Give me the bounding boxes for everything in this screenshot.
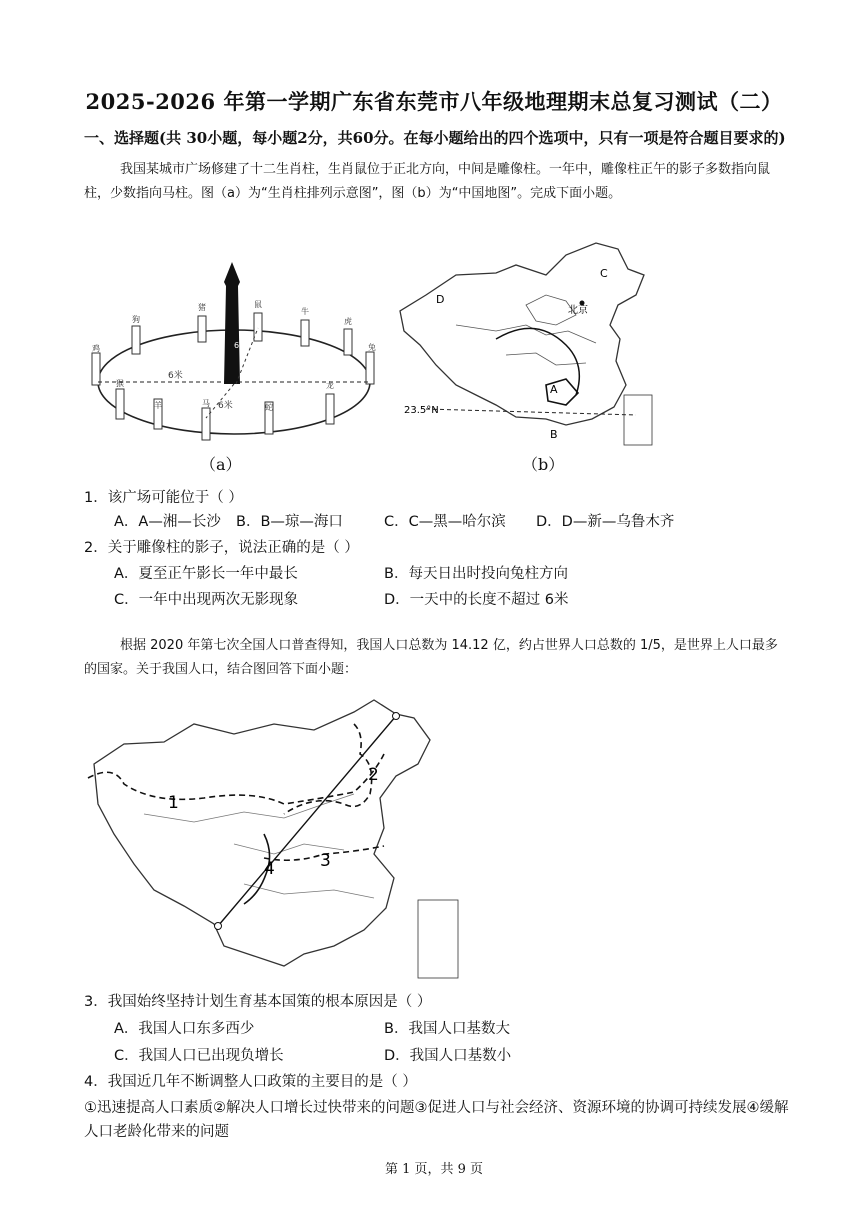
measure-6m-radius: 6米 bbox=[218, 401, 233, 411]
line-1 bbox=[88, 754, 384, 804]
exam-title: 2025-2026 年第一学期广东省东莞市八年级地理期末总复习测试（二） bbox=[85, 89, 783, 114]
china-outline-2 bbox=[94, 700, 430, 966]
passage-2: 根据 2020 年第七次全国人口普查得知，我国人口总数为 14.12 亿，约占世界人口总数的 1/5，是世界上人口最多的国家。关于我国人口，结合图回答下面小题： bbox=[84, 638, 778, 677]
q1-option-b[interactable]: B．B—琼—海口 bbox=[236, 514, 343, 530]
label-rabbit: 兔 bbox=[368, 343, 376, 352]
pillar-pig bbox=[198, 316, 206, 342]
pillar-tiger bbox=[344, 329, 352, 355]
label-line-3: 3 bbox=[320, 851, 331, 871]
q1-option-c[interactable]: C．C—黑—哈尔滨 bbox=[384, 514, 506, 530]
pillar-rabbit bbox=[366, 352, 374, 384]
label-D: D bbox=[436, 293, 445, 306]
figure-population-map bbox=[84, 694, 464, 986]
label-B: B bbox=[550, 428, 558, 441]
pillar-monkey bbox=[116, 389, 124, 419]
measure-6m-diameter: 6米 bbox=[168, 371, 183, 381]
label-pig: 猪 bbox=[198, 303, 206, 312]
pillar-rooster bbox=[92, 353, 100, 385]
q4-statements: ①迅速提高人口素质②解决人口增长过快带来的问题③促进人口与社会经济、资源环境的协调可持续发展④缓解人口老龄化带来的问题 bbox=[84, 1100, 789, 1140]
q3-option-b[interactable]: B．我国人口基数大 bbox=[384, 1021, 510, 1037]
q1-option-d[interactable]: D．D—新—乌鲁木齐 bbox=[536, 514, 675, 530]
figure-a-caption: （a） bbox=[200, 455, 242, 474]
pillar-dog bbox=[132, 326, 140, 354]
label-ox: 牛 bbox=[301, 307, 309, 316]
label-rat: 鼠 bbox=[254, 300, 262, 309]
figure-b-china-map bbox=[396, 235, 671, 455]
hu-line-end-south bbox=[215, 923, 222, 930]
question-1: 1．该广场可能位于（ ） bbox=[84, 490, 243, 506]
pillar-rat bbox=[254, 313, 262, 341]
statue-pillar bbox=[224, 262, 240, 384]
pillar-dragon bbox=[326, 394, 334, 424]
south-sea-inset bbox=[624, 395, 652, 445]
figure-b-caption: （b） bbox=[522, 455, 565, 474]
q2-option-d[interactable]: D．一天中的长度不超过 6米 bbox=[384, 592, 569, 608]
label-line-2: 2 bbox=[368, 765, 379, 785]
label-C: C bbox=[600, 267, 608, 280]
q2-option-b[interactable]: B．每天日出时投向兔柱方向 bbox=[384, 566, 568, 582]
label-dog: 狗 bbox=[132, 315, 140, 324]
section-heading: 一、选择题(共 30小题，每小题2分，共60分。在每小题给出的四个选项中，只有一项是符合题目要求的) bbox=[84, 129, 786, 147]
label-snake: 蛇 bbox=[265, 403, 273, 412]
measure-6m-vertical: 6米 bbox=[234, 341, 248, 350]
label-rooster: 鸡 bbox=[92, 344, 100, 353]
hu-line bbox=[218, 716, 396, 926]
q3-option-d[interactable]: D．我国人口基数小 bbox=[384, 1048, 512, 1064]
question-3: 3．我国始终坚持计划生育基本国策的根本原因是（ ） bbox=[84, 994, 432, 1010]
hu-line-end-north bbox=[393, 713, 400, 720]
label-line-1: 1 bbox=[168, 793, 179, 813]
south-sea-inset-2 bbox=[418, 900, 458, 978]
passage-1: 我国某城市广场修建了十二生肖柱，生肖鼠位于正北方向，中间是雕像柱。一年中，雕像柱正午的影子多数指向鼠柱，少数指向马柱。图（a）为“生肖柱排列示意图”，图（b）为“中国地图”。完成下面小题。 bbox=[84, 162, 771, 201]
question-2: 2．关于雕像柱的影子，说法正确的是（ ） bbox=[84, 540, 359, 556]
label-tiger: 虎 bbox=[344, 317, 352, 326]
line-2 bbox=[284, 724, 372, 814]
q2-option-c[interactable]: C．一年中出现两次无影现象 bbox=[114, 592, 299, 608]
label-beijing: 北京 bbox=[568, 305, 588, 316]
question-4: 4．我国近几年不断调整人口政策的主要目的是（ ） bbox=[84, 1074, 417, 1090]
label-23.5N: 23.5°N bbox=[404, 405, 439, 416]
label-goat: 羊 bbox=[154, 401, 162, 410]
pillar-ox bbox=[301, 320, 309, 346]
q1-option-a[interactable]: A．A—湘—长沙 bbox=[114, 514, 221, 530]
figure-a-zodiac-diagram bbox=[84, 258, 384, 458]
q3-option-a[interactable]: A．我国人口东多西少 bbox=[114, 1021, 255, 1037]
label-horse: 马 bbox=[202, 399, 210, 408]
label-dragon: 龙 bbox=[326, 381, 334, 390]
q3-option-c[interactable]: C．我国人口已出现负增长 bbox=[114, 1048, 284, 1064]
label-line-4: 4 bbox=[264, 859, 275, 879]
pillar-horse bbox=[202, 408, 210, 440]
label-A: A bbox=[550, 383, 558, 396]
page-footer: 第 1 页，共 9 页 bbox=[384, 1162, 484, 1177]
label-monkey: 猴 bbox=[116, 379, 124, 388]
q2-option-a[interactable]: A．夏至正午影长一年中最长 bbox=[114, 566, 298, 582]
